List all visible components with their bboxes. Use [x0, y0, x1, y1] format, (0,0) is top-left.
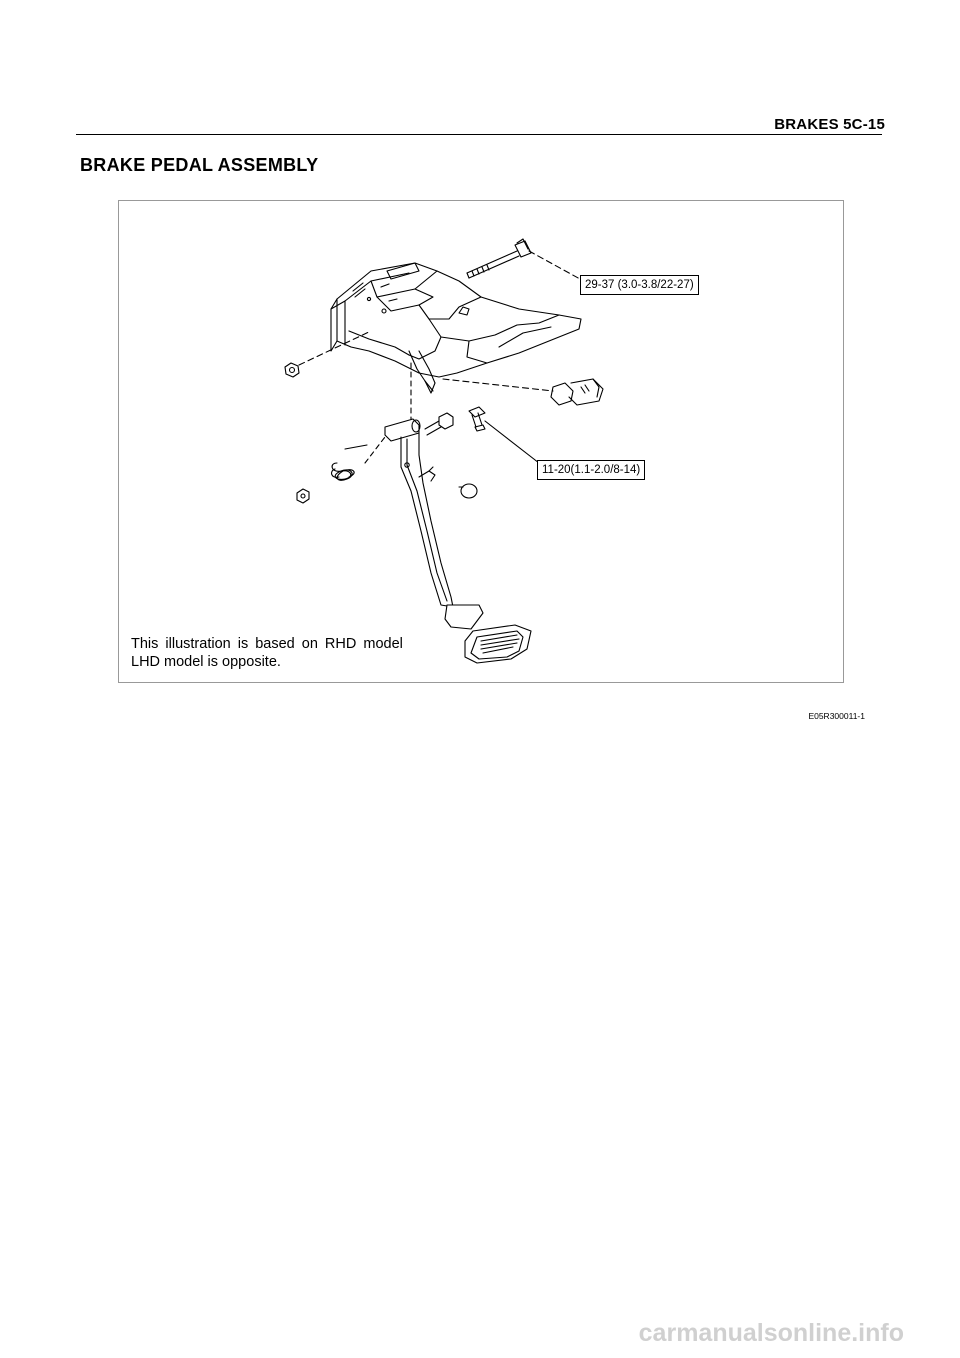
figure-note-line-1: This illustration is based on RHD model — [131, 636, 403, 652]
header-rule — [76, 134, 882, 135]
stopper-cushion — [459, 484, 477, 498]
mounting-bolt — [467, 239, 531, 278]
stopper-bolt-torque-callout: 11-20(1.1-2.0/8-14) — [537, 460, 645, 480]
stop-lamp-switch — [551, 379, 603, 405]
brake-pedal-arm — [385, 419, 453, 607]
watermark: carmanualsonline.info — [638, 1319, 904, 1347]
figure-note-line-2: LHD model is opposite. — [131, 654, 281, 670]
pedal-bracket — [331, 263, 581, 377]
running-header: BRAKES 5C-15 — [774, 116, 885, 133]
spring-nut — [297, 489, 309, 503]
brake-pedal-illustration — [119, 201, 843, 682]
section-title: BRAKE PEDAL ASSEMBLY — [80, 155, 319, 175]
figure-id: E05R300011-1 — [808, 711, 865, 721]
brake-pedal-figure — [118, 200, 844, 683]
pivot-bolt — [425, 413, 453, 435]
figure-note — [131, 635, 403, 671]
bracket-nut — [285, 363, 299, 377]
bracket-bolt-torque-callout: 29-37 (3.0-3.8/22-27) — [580, 275, 699, 295]
pedal-pad — [445, 605, 531, 663]
stopper-bolt — [469, 407, 485, 431]
return-spring — [332, 445, 367, 480]
